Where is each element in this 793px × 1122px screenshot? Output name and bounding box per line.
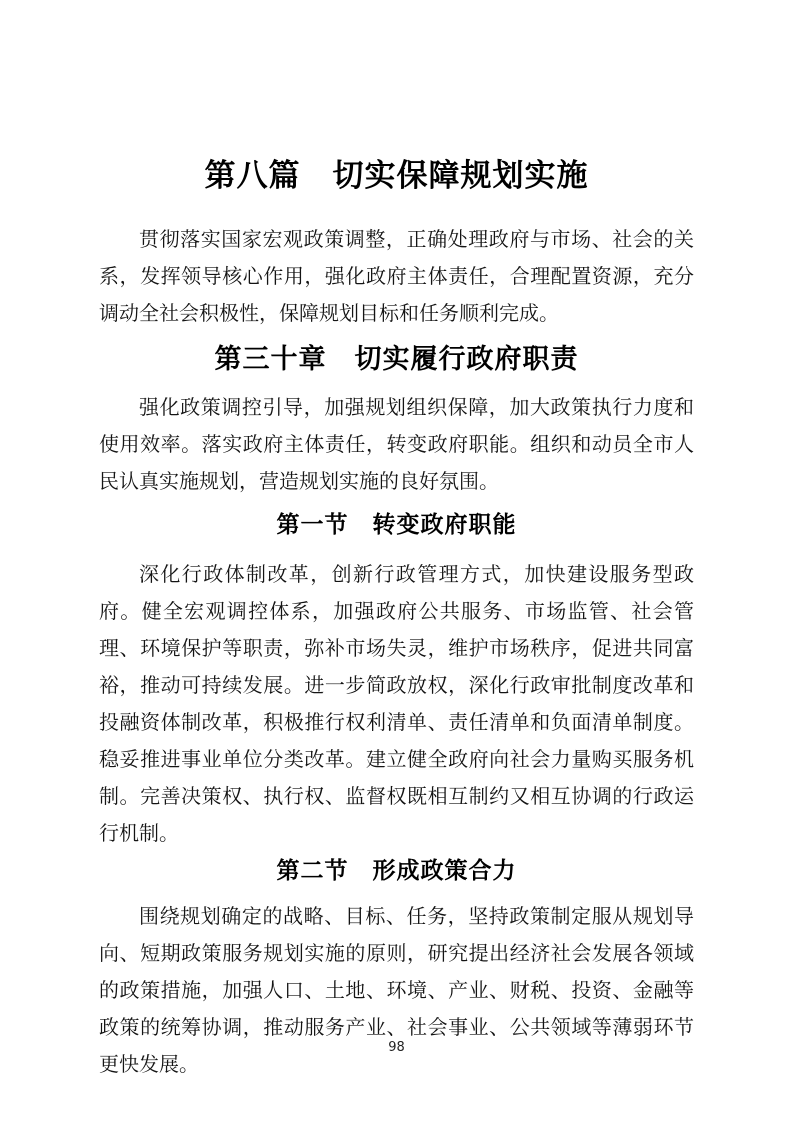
- section-1-title: 第一节 转变政府职能: [276, 512, 517, 537]
- section-2-title: 第二节 形成政策合力: [276, 858, 517, 883]
- section-2-paragraph: 围绕规划确定的战略、目标、任务，坚持政策制定服从规划导向、短期政策服务规划实施的原则，研究提出经济社会发展各领域的政策措施，加强人口、土地、环境、产业、财税、投资、金融等政策的统筹协调，推动服务产业、社会事业、公共领域等薄弱环节更快发展。: [99, 906, 694, 1076]
- section-1-paragraph: 深化行政体制改革，创新行政管理方式，加快建设服务型政府。健全宏观调控体系，加强政府公共服务、市场监管、社会管理、环境保护等职责，弥补市场失灵，维护市场秩序，促进共同富裕，推动可持续发展。进一步简政放权，深化行政审批制度改革和投融资体制改革，积极推行权利清单、责任清单和负面清单制度。稳妥推进事业单位分类改革。建立健全政府向社会力量购买服务机制。完善决策权、执行权、监督权既相互制约又相互协调的行政运行机制。: [99, 564, 694, 845]
- chapter-intro-paragraph: 强化政策调控引导，加强规划组织保障，加大政策执行力度和使用效率。落实政府主体责任，转变政府职能。组织和动员全市人民认真实施规划，营造规划实施的良好氛围。: [99, 397, 694, 493]
- part-intro-paragraph: 贯彻落实国家宏观政策调整，正确处理政府与市场、社会的关系，发挥领导核心作用，强化政府主体责任，合理配置资源，充分调动全社会积极性，保障规划目标和任务顺利完成。: [99, 229, 694, 325]
- part-title: 第八篇 切实保障规划实施: [204, 158, 589, 193]
- page-number: 98: [388, 1040, 405, 1055]
- chapter-title: 第三十章 切实履行政府职责: [214, 344, 579, 374]
